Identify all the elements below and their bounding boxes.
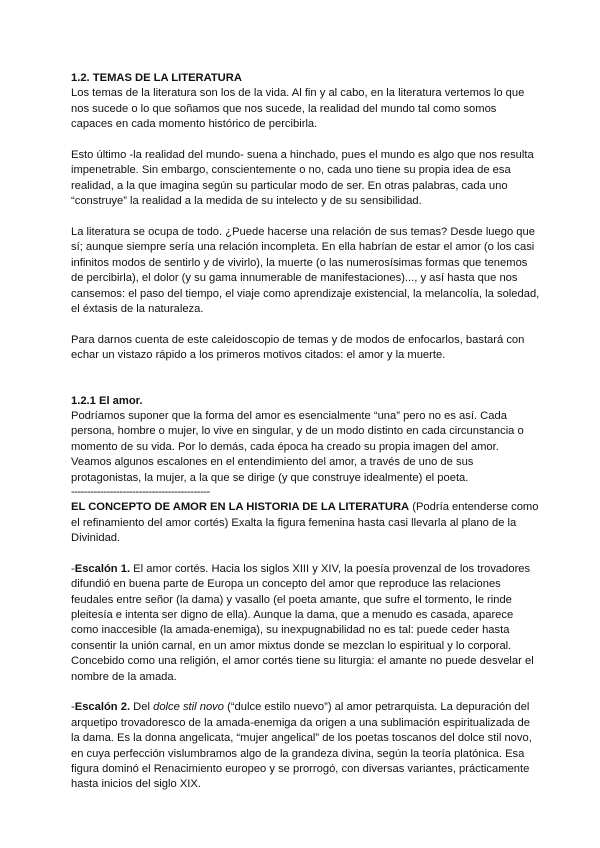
escalon-1-label: Escalón 1. [74,562,131,575]
paragraph-temas-2: Esto último -la realidad del mundo- suena a hinchado, pues el mundo es algo que nos resulta impenetrable. Sin embargo, conscientemente o no, cada uno tiene su propia idea de esa realidad, a la que imagina según su particular modo de ser. En otras palabras, cada uno “construye” la realidad a la medida de su intelecto y de su sensibilidad. [71,149,534,208]
spacer [71,546,540,561]
paragraph-escalon-2 [71,700,540,792]
paragraph-escalon-1 [71,562,540,685]
escalon-2-dash: - [71,701,75,714]
paragraph-temas-4: Para darnos cuenta de este caleidoscopio de temas y de modos de enfocarlos, bastará con echar un vistazo rápido a los primeros motivos citados: el amor y la muerte. [71,333,525,362]
spacer [71,317,540,332]
spacer [71,685,540,700]
escalon-2-italic: dolce stil novo [153,701,224,714]
paragraph-temas-1: Los temas de la literatura son los de la vida. Al fin y al cabo, en la literatura vertemos lo que nos sucede o lo que soñamos que nos sucede, la realidad del mundo tal como somos capaces en cada momento histórico de percibirla. [71,87,525,131]
escalon-1-dash: - [71,562,75,575]
concepto-text: (Podría entenderse como el refinamiento del amor cortés) Exalta la figura femenina hasta casi llevarla al plano de la Divinidad. [71,501,539,544]
paragraph-temas-3: La literatura se ocupa de todo. ¿Puede hacerse una relación de sus temas? Desde luego que sí; aunque siempre sería una relación incompleta. En ella habrían de estar el amor (o los casi infinitos modos de sentirlo y de vivirlo), la muerte (o las numerosísimas formas que tenemos de percibirla), el dolor (y su gama innumerable de manifestaciones)..., y así hasta que nos cansemos: el paso del tiempo, el viaje como aprendizaje existencial, la melancolía, la soledad, el éxtasis de la naturaleza. [71,226,540,316]
escalon-1-text: El amor cortés. Hacia los siglos XIII y XIV, la poesía provenzal de los trovadores difundió en buena parte de Europa un concepto del amor que reproduce las relaciones feudales entre señor (la dama) y vasallo (el poeta amante, que sufre el tormento, le rinde pleitesía e intenta ser digno de ella). Aunque la dama, que a menudo es casada, aparece como inaccesible (la amada-enemiga), su inexpugnabilidad no es tal: puede ceder hasta consentir la unión carnal, en un amor mixtus donde se mezclan lo espiritual y lo corporal. Concebido como una religión, el amor cortés tiene su liturgia: el amante no puede desvelar el nombre de la amada. [71,562,534,683]
escalon-2-label: Escalón 2. [74,701,131,714]
section-heading-temas: 1.2. TEMAS DE LA LITERATURA [71,72,242,84]
spacer [71,210,540,225]
concepto-title: EL CONCEPTO DE AMOR EN LA HISTORIA DE LA LITERATURA [71,501,410,514]
dashed-separator: ------------------------------------------- [71,486,210,499]
spacer [71,364,540,394]
section-heading-amor: 1.2.1 El amor. [71,394,143,407]
spacer [71,133,540,148]
paragraph-concepto [71,500,540,546]
escalon-2-pre: Del [130,701,154,714]
escalon-2-text: (“dulce estilo nuevo”) al amor petrarquista. La depuración del arquetipo trovadoresco de la amada-enemiga da origen a una sublimación espiritualizada de la dama. Es la donna angelicata, “mujer angelical” de los poetas toscanos del dolce stil novo, en cuya perfección vislumbramos algo de la grandeza divina, según la teoría platónica. Esa figura dominó el Renacimiento europeo y se prorrogó, con diversas variantes, prácticamente hasta inicios del siglo XIX. [71,701,532,791]
paragraph-amor-1: Podríamos suponer que la forma del amor es esencialmente “una” pero no es así. Cada persona, hombre o mujer, lo vive en singular, y de un modo distinto en cada circunstancia o momento de su vida. Por lo demás, cada época ha creado su propia imagen del amor. Veamos algunos escalones en el entendimiento del amor, a través de uno de sus protagonistas, la mujer, a la que se dirige (y que construye idealmente) el poeta. [71,410,524,484]
